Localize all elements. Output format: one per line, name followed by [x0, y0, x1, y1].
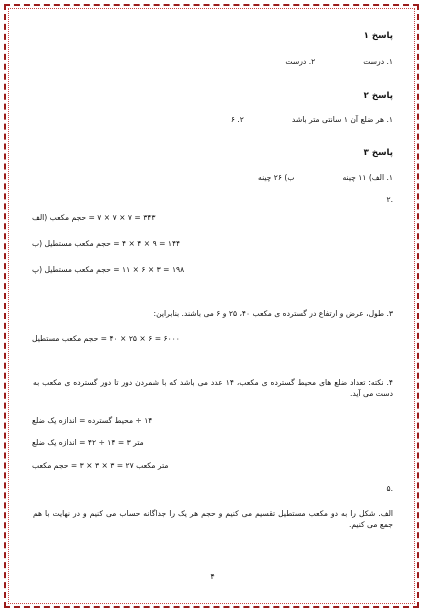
answer3-q3-text: ۳. طول، عرض و ارتفاع در گسترده ی مکعب ۴۰، ۲۵ و ۶ می باشند. بنابراین: [153, 309, 393, 318]
answer3-q1a: ۱. الف) ۱۱ چینه [342, 173, 393, 182]
answer3-q2-line-c: ۱۹۸ = ۳ × ۶ × ۱۱ = حجم مکعب مستطیل (پ [32, 265, 185, 274]
answer3-q4-line-b: متر ۳ = ۱۴ ÷ ۴۲ = اندازه یک ضلع [32, 438, 144, 447]
answer3-heading: پاسخ ۳ [363, 148, 393, 158]
answer1-q2: ۲. درست [285, 57, 316, 66]
answer2-items [231, 114, 393, 125]
answer3-q2-label: ۲. [386, 195, 393, 204]
answer3-q4-line-a: ۱۴ ÷ محیط گسترده = اندازه یک ضلع [32, 416, 153, 425]
answer1-items [285, 56, 393, 67]
answer2-heading: پاسخ ۲ [363, 91, 393, 101]
answer1-q1: ۱. درست [363, 57, 393, 66]
answer3-q1b: ب) ۲۶ چینه [258, 173, 295, 182]
answer1-heading: پاسخ ۱ [363, 31, 393, 41]
answer3-q5-label: ۵. [386, 484, 393, 493]
answer3-q3-formula: ۶۰۰۰ = ۶ × ۲۵ × ۴۰ = حجم مکعب مستطیل [32, 334, 180, 343]
answer2-q1: ۱. هر ضلع آن ۱ سانتی متر باشد [291, 115, 393, 124]
answer3-q5-text: الف. شکل را به دو مکعب مستطیل تقسیم می کنیم و حجم هر یک را جداگانه حساب می کنیم و در نهایت با هم جمع می کنیم. [33, 509, 393, 529]
answer3-q1 [258, 172, 393, 183]
answer3-q2-line-b: ۱۴۴ = ۹ × ۴ × ۴ = حجم مکعب مستطیل (ب [32, 239, 181, 248]
page-number: ۴ [210, 572, 215, 581]
answer2-q2: ۲. ۶ [230, 115, 244, 124]
answer3-q4-text: ۴. نکته: تعداد ضلع های محیط گسترده ی مکعب، ۱۴ عدد می باشد که با شمردن دور تا دور گسترده ی مکعب به دست می آید. [33, 378, 393, 398]
answer3-q2-line-a: ۳۴۳ = ۷ × ۷ × ۷ = حجم مکعب (الف [32, 213, 156, 222]
answer3-q4-line-c: متر مکعب ۲۷ = ۳ × ۳ × ۳ = حجم مکعب [32, 461, 169, 470]
